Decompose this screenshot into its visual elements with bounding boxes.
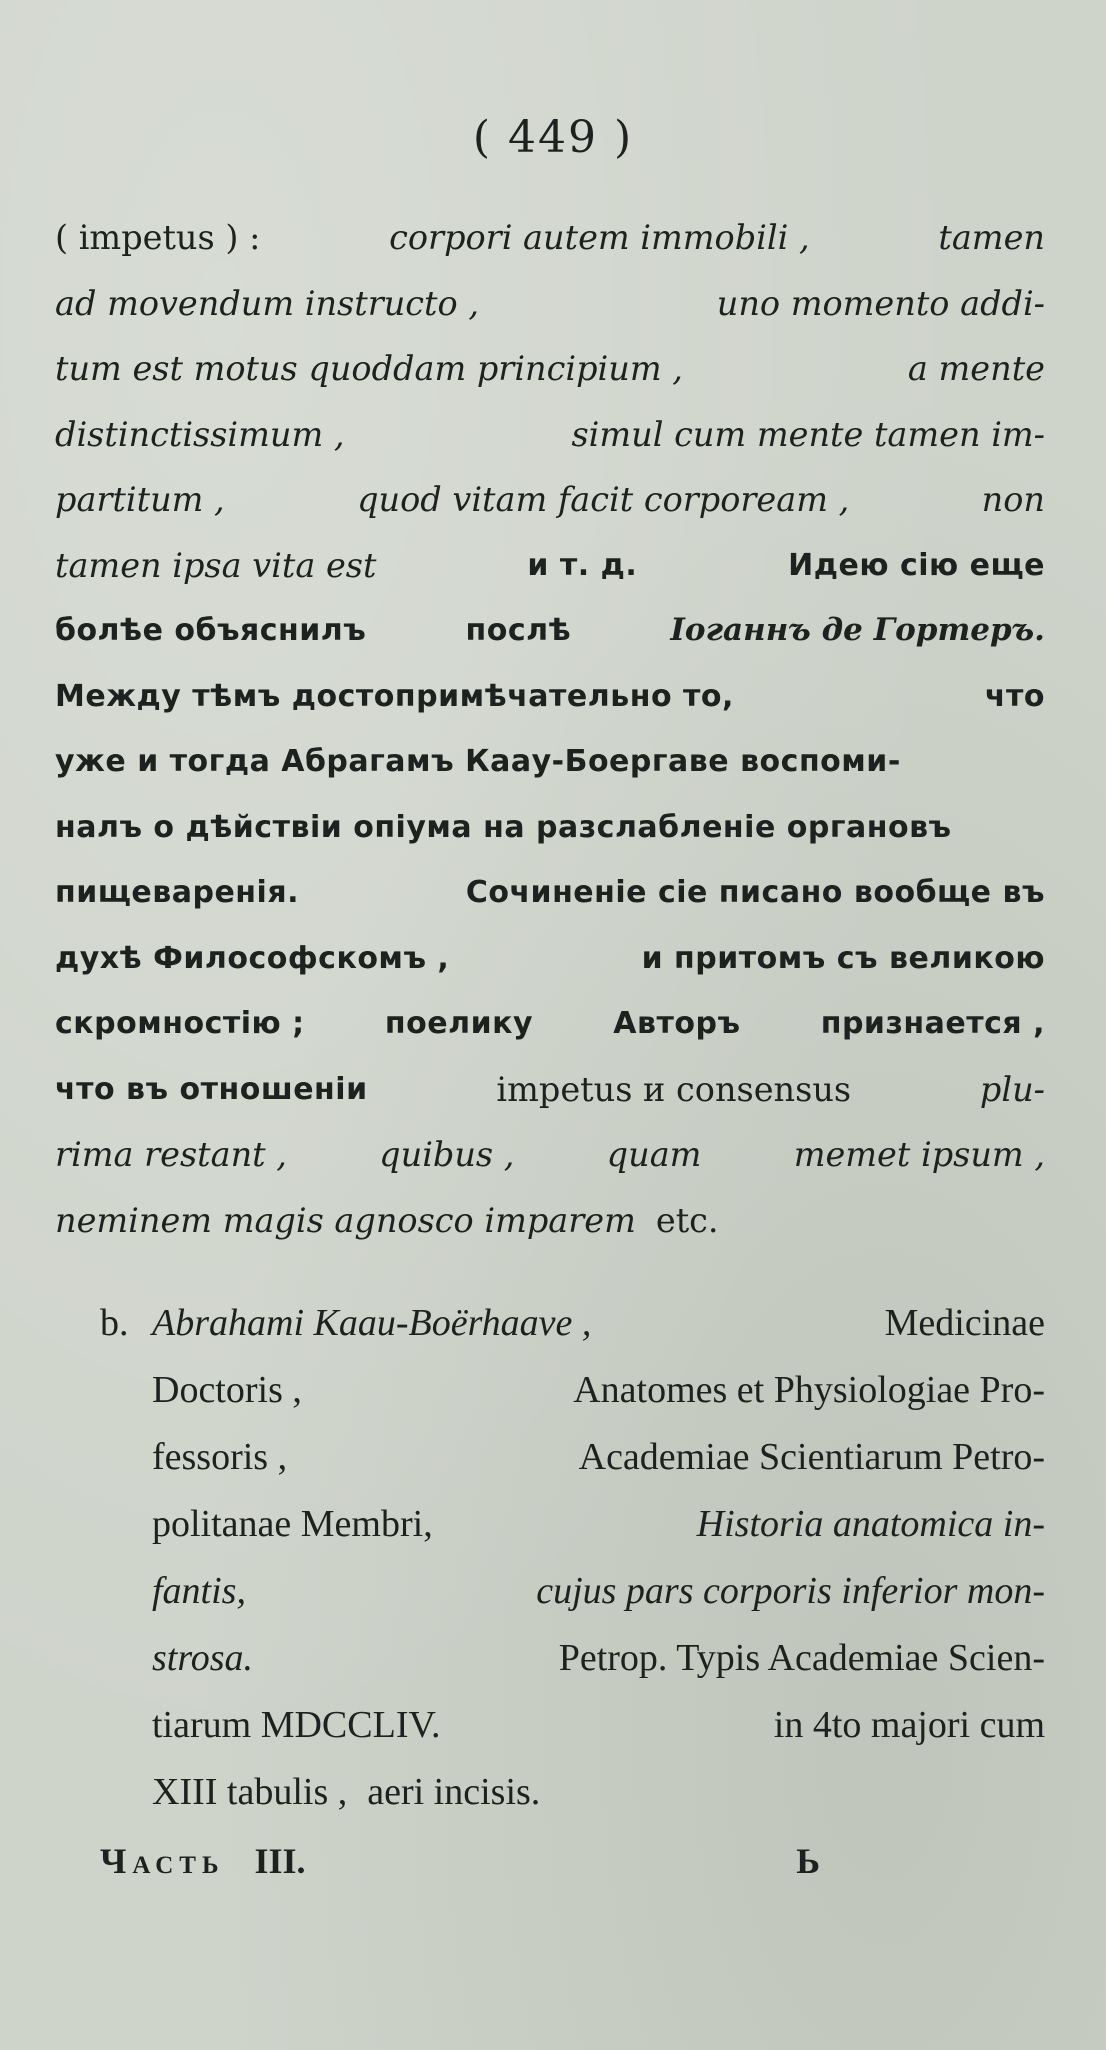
latin-segment: tum est motus quoddam principium ,: [55, 349, 683, 388]
cyrillic-segment: и т. д.: [527, 547, 638, 583]
latin-segment: partitum ,: [55, 480, 225, 519]
latin-segment: memet ipsum ,: [793, 1135, 1045, 1174]
text-line: [55, 860, 1045, 926]
latin-segment: quod vitam facit corpoream ,: [357, 480, 850, 519]
biblio-line: [100, 1357, 1045, 1424]
cyrillic-segment: и притомъ съ великою: [641, 940, 1045, 976]
latin-segment: rima restant ,: [55, 1135, 287, 1174]
biblio-line: [100, 1290, 1045, 1357]
biblio-line: [100, 1759, 1045, 1826]
text-line: [55, 467, 1045, 533]
text-line: [55, 336, 1045, 402]
latin-segment: neminem magis agnosco imparem: [55, 1200, 636, 1240]
text-segment: XIII tabulis ,: [152, 1771, 348, 1813]
text-segment: Medicinae: [884, 1302, 1045, 1344]
cyrillic-segment: Идею сію еще: [788, 547, 1045, 583]
latin-segment: ad movendum instructo ,: [55, 283, 479, 323]
text-line: [55, 729, 1045, 795]
text-line: [55, 991, 1045, 1057]
latin-segment: a mente: [907, 349, 1045, 388]
text-line: [55, 926, 1045, 992]
cyrillic-segment: духѣ Философскомъ ,: [55, 940, 450, 976]
text-line: [55, 271, 1045, 337]
cyrillic-segment: уже и тогда Абрагамъ Каау-Боергаве воспоми-: [55, 744, 901, 779]
text-segment: fessoris ,: [152, 1436, 288, 1478]
cyrillic-segment: скромностію ;: [55, 1006, 305, 1041]
signature-mark: Ь: [796, 1841, 820, 1881]
latin-segment: quibus ,: [379, 1135, 515, 1174]
cyrillic-segment: что въ отношеніи: [55, 1071, 368, 1107]
latin-segment: tamen: [938, 218, 1045, 257]
biblio-line: [100, 1491, 1045, 1558]
part-label: Часть: [100, 1841, 225, 1881]
text-line: [55, 795, 1045, 861]
latin-segment: distinctissimum ,: [55, 414, 345, 454]
main-text-block: [55, 205, 1045, 1253]
bibliography-entry: [100, 1290, 1045, 1826]
cyrillic-segment: Сочиненіе сіе писано вообще въ: [465, 875, 1045, 910]
cyrillic-segment: налъ о дѣйствіи опіума на разслабленіе органовъ: [55, 809, 952, 845]
text-line: [55, 1188, 1045, 1254]
cyrillic-segment: послѣ: [465, 613, 572, 648]
work-title: fantis,: [152, 1570, 246, 1612]
biblio-line: [100, 1424, 1045, 1491]
biblio-line: [100, 1558, 1045, 1625]
cyrillic-segment: пищеваренія.: [55, 875, 299, 910]
latin-segment: non: [981, 480, 1045, 519]
text-segment: etc.: [655, 1200, 719, 1240]
text-segment: aeri incisis.: [367, 1771, 541, 1813]
cyrillic-italic-segment: Іоганнъ де Гортеръ.: [670, 612, 1045, 648]
text-segment: Petrop. Typis Academiae Scien-: [558, 1637, 1045, 1679]
work-title: Historia anatomica in-: [696, 1503, 1045, 1545]
text-line: [55, 598, 1045, 664]
text-segment: politanae Membri,: [152, 1503, 433, 1545]
work-title: strosa.: [152, 1637, 254, 1679]
cyrillic-segment: что: [984, 678, 1045, 714]
text-segment: tiarum MDCCLIV.: [152, 1704, 441, 1746]
latin-segment: simul cum mente tamen im-: [571, 414, 1045, 454]
text-line: [55, 1122, 1045, 1188]
latin-segment: uno momento addi-: [716, 283, 1045, 323]
text-line: [55, 1057, 1045, 1123]
text-line: [55, 533, 1045, 599]
cyrillic-segment: поелику: [384, 1006, 534, 1041]
text-line: [55, 205, 1045, 271]
footer-left: [100, 1840, 306, 1882]
latin-segment: plu-: [979, 1069, 1045, 1109]
page-footer: [100, 1840, 820, 1882]
cyrillic-segment: признается ,: [820, 1006, 1045, 1041]
latin-segment: tamen ipsa vita est: [55, 545, 377, 585]
biblio-first-segment: [100, 1290, 591, 1357]
text-segment: Anatomes et Physiologiae Pro-: [573, 1369, 1045, 1411]
latin-segment: corpori autem immobili ,: [389, 218, 810, 257]
text-segment: impetus и consensus: [496, 1069, 852, 1109]
latin-segment: quam: [606, 1135, 702, 1174]
work-title: cujus pars corporis inferior mon-: [536, 1570, 1045, 1612]
biblio-line: [100, 1692, 1045, 1759]
cyrillic-segment: Между тѣмъ достопримѣчательно то,: [55, 678, 734, 714]
text-segment: ( impetus ) :: [55, 218, 261, 257]
text-segment: Academiae Scientiarum Petro-: [578, 1436, 1045, 1478]
text-segment: Doctoris ,: [152, 1369, 302, 1411]
cyrillic-segment: болѣе объяснилъ: [55, 613, 367, 648]
text-line: [55, 664, 1045, 730]
text-line: [55, 402, 1045, 468]
biblio-line: [100, 1625, 1045, 1692]
cyrillic-segment: Авторъ: [613, 1006, 741, 1041]
text-segment: in 4to majori cum: [773, 1704, 1045, 1746]
item-letter: b.: [100, 1302, 129, 1344]
volume-number: III.: [254, 1841, 306, 1881]
page-number: ( 449 ): [472, 112, 634, 163]
author-name: Abrahami Kaau-Boërhaave ,: [152, 1302, 592, 1344]
